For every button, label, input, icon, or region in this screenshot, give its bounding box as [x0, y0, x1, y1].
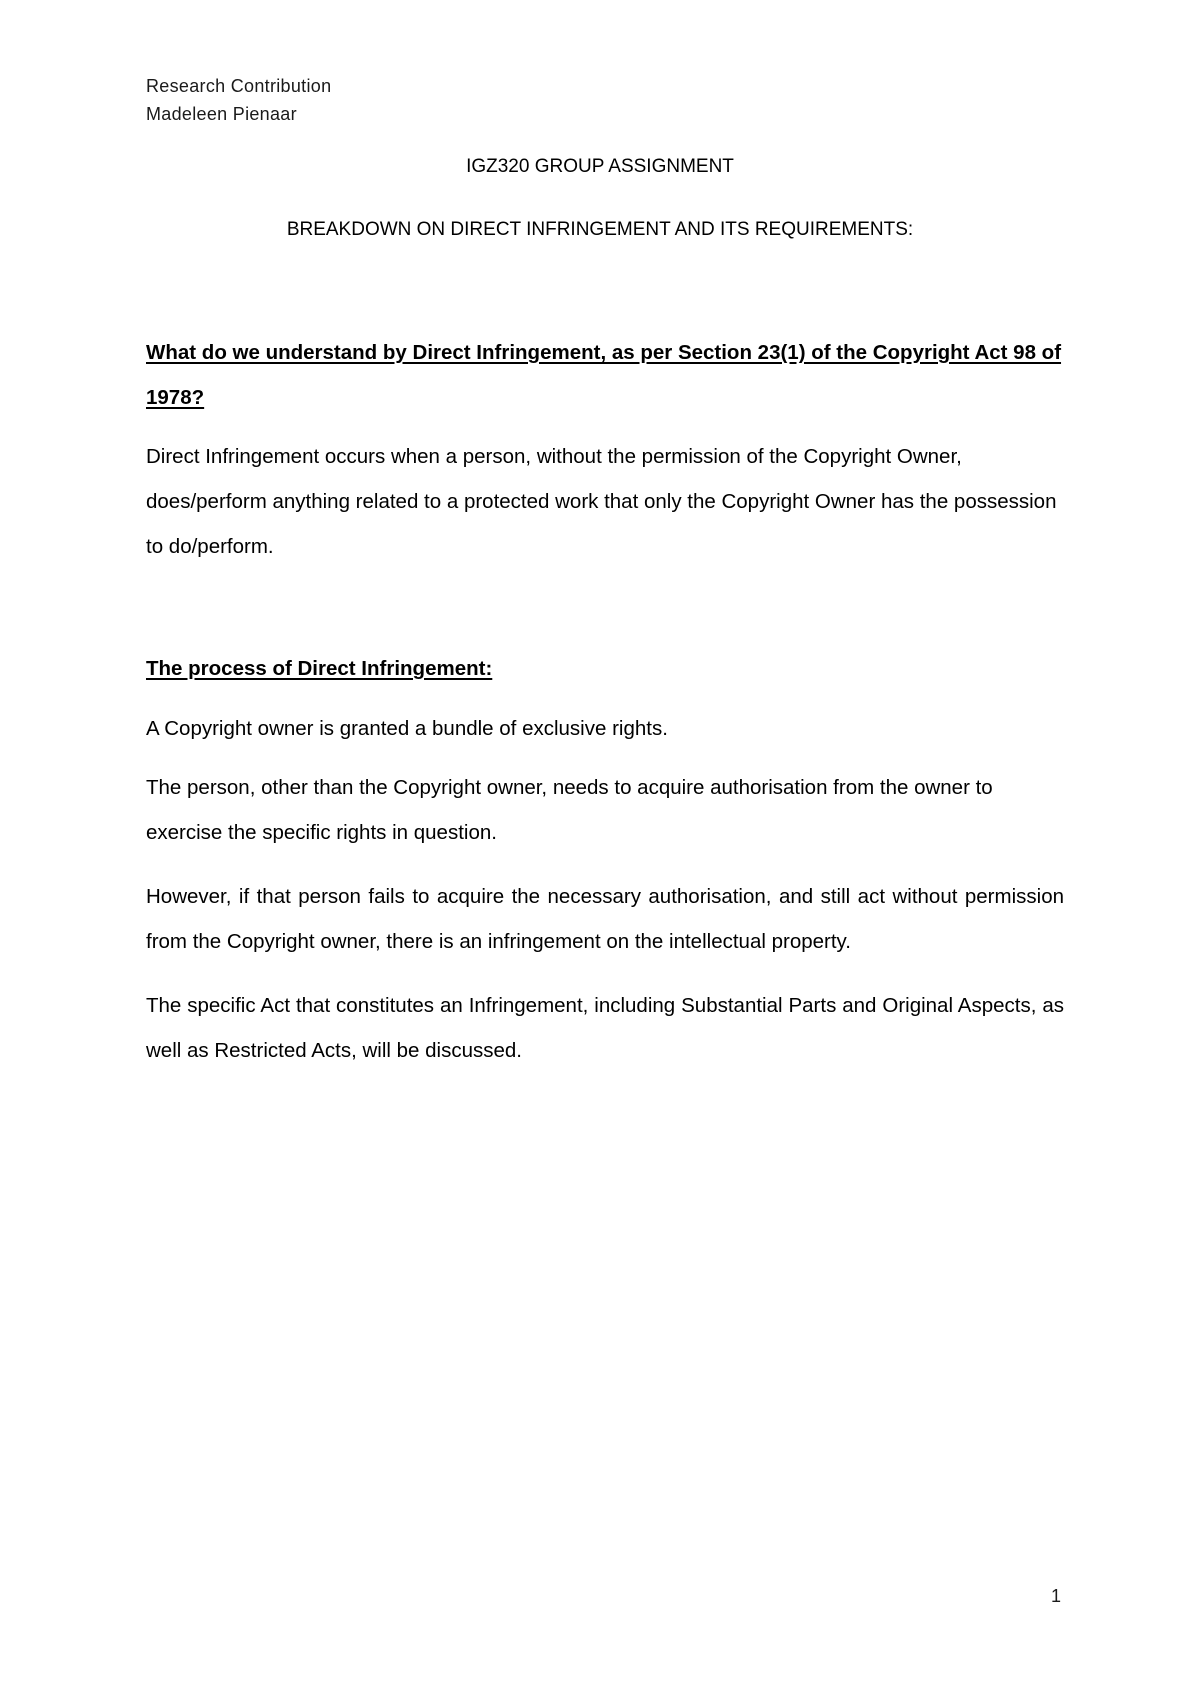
paragraph-authorisation: The person, other than the Copyright owner, needs to acquire authorisation from the owner to exercise the specific rights in question.: [146, 776, 993, 844]
paragraph-specific-act: The specific Act that constitutes an Infringement, including Substantial Parts and Original Aspects, as well as Restricted Acts, will be discussed.: [146, 994, 1064, 1062]
document-subtitle: BREAKDOWN ON DIRECT INFRINGEMENT AND ITS REQUIREMENTS:: [286, 219, 914, 240]
paragraph-definition: Direct Infringement occurs when a person, without the permission of the Copyright Owner, does/perform anything related to a protected work that only the Copyright Owner has the possession to do/perform.: [146, 445, 1057, 558]
paragraph-infringement: However, if that person fails to acquire the necessary authorisation, and still act without permission from the Copyright owner, there is an infringement on the intellectual property.: [146, 885, 1064, 953]
paragraph-exclusive-rights: A Copyright owner is granted a bundle of exclusive rights.: [146, 717, 668, 740]
section-heading-direct-infringement: What do we understand by Direct Infringement, as per Section 23(1) of the Copyright Act 98 of 1978?: [146, 341, 1062, 409]
section-heading-process: The process of Direct Infringement:: [146, 657, 493, 680]
document-title: IGZ320 GROUP ASSIGNMENT: [466, 156, 734, 177]
page-number: 1: [1051, 1586, 1062, 1606]
header-line-research-contribution: Research Contribution: [146, 76, 332, 96]
header-line-author: Madeleen Pienaar: [146, 104, 297, 124]
page-header: [146, 72, 331, 128]
